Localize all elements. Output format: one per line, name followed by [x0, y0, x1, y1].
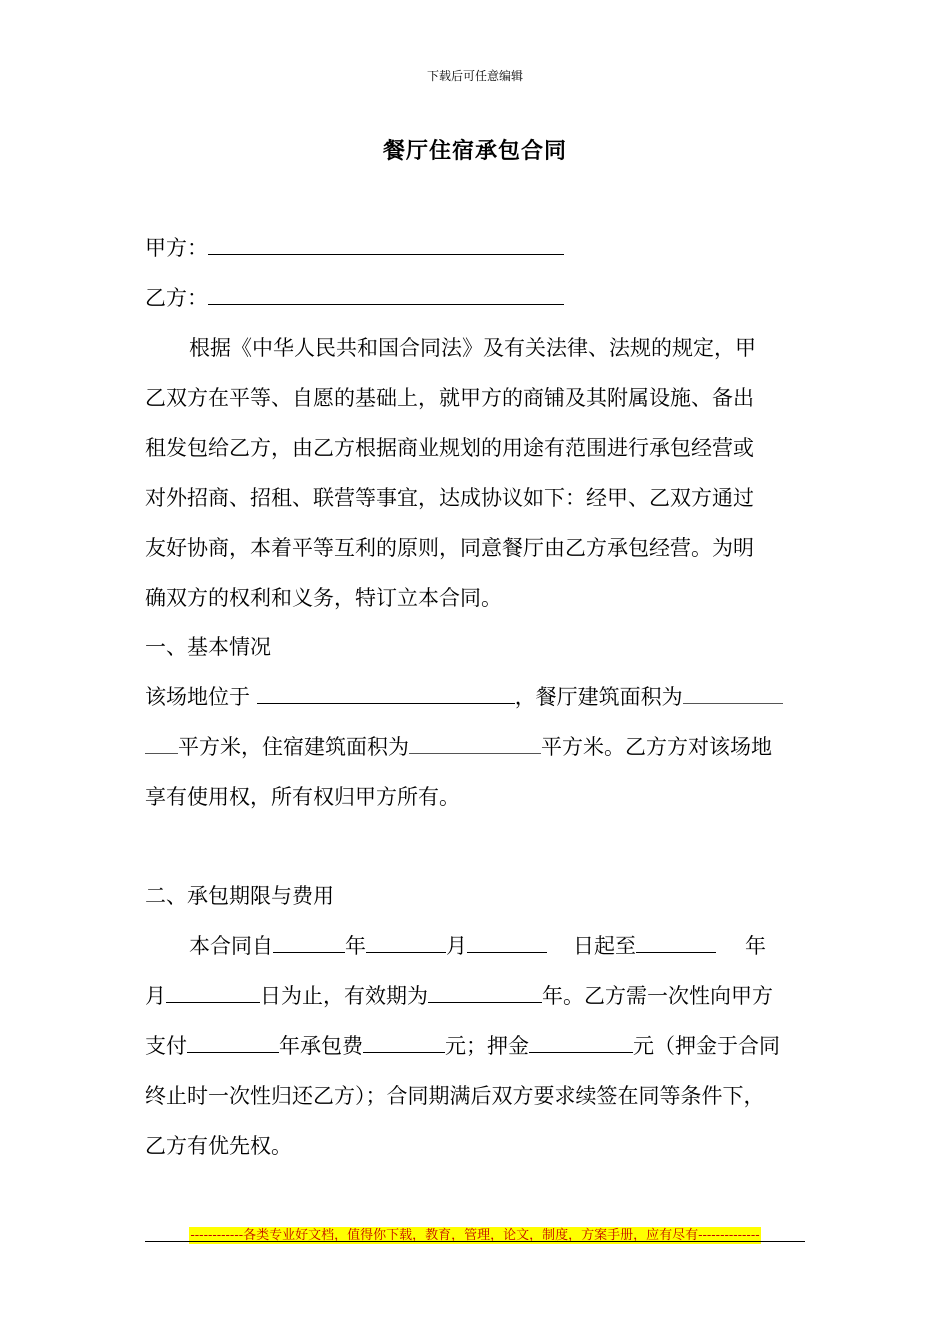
- deposit-blank[interactable]: [529, 1032, 633, 1053]
- party-a-line: [145, 234, 564, 262]
- section-2-line-5: 乙方有优先权。: [145, 1134, 292, 1158]
- end-month-blank[interactable]: [166, 982, 260, 1003]
- party-b-blank[interactable]: [208, 284, 564, 305]
- party-b-label: 乙方：: [145, 286, 208, 310]
- location-blank[interactable]: [257, 683, 515, 704]
- payment-label: 年。乙方需一次性向甲方: [542, 984, 773, 1008]
- pay-label: 支付: [145, 1034, 187, 1058]
- contract-fee-blank[interactable]: [363, 1032, 445, 1053]
- start-year-blank[interactable]: [273, 932, 345, 953]
- start-day-blank[interactable]: [467, 932, 547, 953]
- preamble-line-2: 乙双方在平等、自愿的基础上，就甲方的商铺及其附属设施、备出: [145, 386, 754, 410]
- contract-fee-label: 年承包费: [279, 1034, 363, 1058]
- end-year-label: 年: [745, 934, 766, 958]
- preamble-line-4: 对外招商、招租、联营等事宜，达成协议如下：经甲、乙双方通过: [145, 486, 754, 510]
- until-label: 日起至: [573, 934, 636, 958]
- restaurant-area-label: ，餐厅建筑面积为: [514, 685, 683, 709]
- lodging-area-label: 平方米，住宿建筑面积为: [178, 735, 409, 759]
- section-1-line-1: [145, 683, 783, 711]
- party-a-blank[interactable]: [208, 234, 564, 255]
- section-2-line-1: [189, 932, 766, 960]
- section-1-line-3: 享有使用权，所有权归甲方所有。: [145, 785, 460, 809]
- end-month-label: 月: [145, 984, 166, 1008]
- lodging-area-blank[interactable]: [409, 733, 541, 754]
- fee-years-blank[interactable]: [187, 1032, 279, 1053]
- header-note: 下载后可任意编辑: [426, 69, 523, 83]
- end-year-blank[interactable]: [636, 932, 716, 953]
- footer-banner: ------------各类专业好文档，值得你下载，教育，管理，论文，制度，方案手册，应有尽有--------------: [190, 1228, 760, 1243]
- location-label: 该场地位于: [145, 685, 257, 709]
- preamble-line-3: 租发包给乙方，由乙方根据商业规划的用途有范围进行承包经营或: [145, 436, 754, 460]
- section-1-line-2: [145, 733, 772, 761]
- year-label: 年: [345, 934, 366, 958]
- validity-label: 日为止，有效期为: [260, 984, 428, 1008]
- start-month-blank[interactable]: [366, 932, 446, 953]
- section-2-heading: 二、承包期限与费用: [145, 884, 334, 908]
- lodging-area-unit: 平方米。乙方方对该场地: [541, 735, 772, 759]
- start-label: 本合同自: [189, 934, 273, 958]
- deposit-note: 元（押金于合同: [633, 1034, 780, 1058]
- section-1-heading: 一、基本情况: [145, 635, 271, 659]
- section-2-line-2: [145, 982, 773, 1010]
- restaurant-area-blank-cont[interactable]: [145, 733, 178, 754]
- preamble-line-5: 友好协商，本着平等互利的原则，同意餐厅由乙方承包经营。为明: [145, 536, 754, 560]
- restaurant-area-blank[interactable]: [683, 683, 783, 704]
- party-b-line: [145, 284, 564, 312]
- preamble-line-1: 根据《中华人民共和国合同法》及有关法律、法规的规定，甲: [189, 336, 756, 360]
- party-a-label: 甲方：: [145, 236, 208, 260]
- footer-divider: [145, 1241, 805, 1242]
- section-2-line-4: 终止时一次性归还乙方）；合同期满后双方要求续签在同等条件下，: [145, 1084, 765, 1108]
- validity-years-blank[interactable]: [428, 982, 542, 1003]
- month-label: 月: [446, 934, 467, 958]
- deposit-label: 元；押金: [445, 1034, 529, 1058]
- document-title: 餐厅住宿承包合同: [382, 138, 567, 164]
- preamble-line-6: 确双方的权利和义务，特订立本合同。: [145, 586, 502, 610]
- section-2-line-3: [145, 1032, 780, 1060]
